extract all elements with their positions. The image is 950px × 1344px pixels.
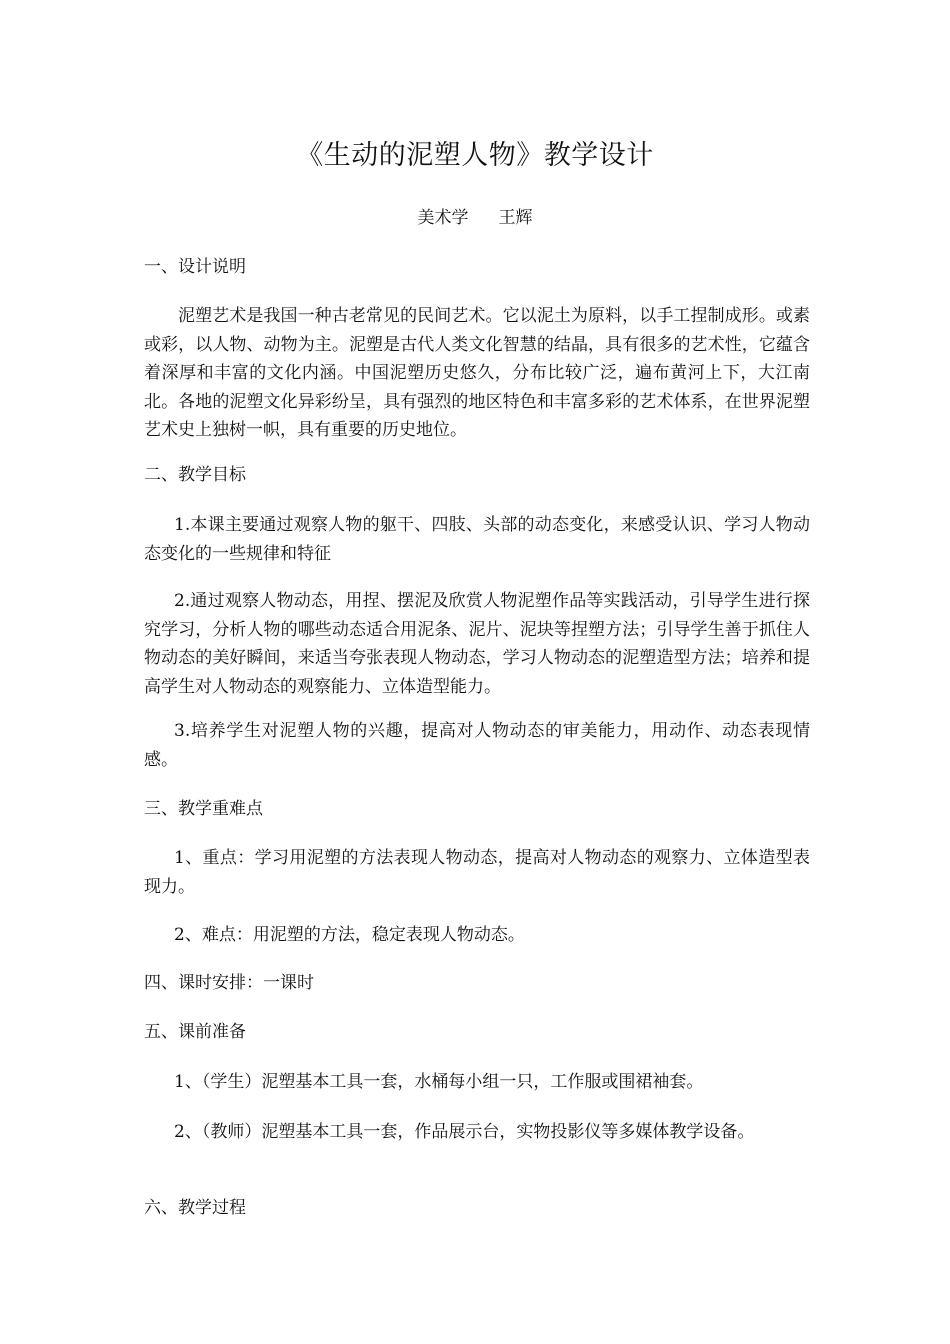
key-point-item-1: 1、重点：学习用泥塑的方法表现人物动态，提高对人物动态的观察力、立体造型表现力。 bbox=[144, 848, 810, 897]
design-notes-paragraph: 泥塑艺术是我国一种古老常见的民间艺术。它以泥土为原料，以手工捏制成形。或素或彩，以人物、动物为主。泥塑是古代人类文化智慧的结晶，具有很多的艺术性，它蕴含着深厚和丰富的文化内涵。中国泥塑历史悠久，分布比较广泛，遍布黄河上下，大江南北。各地的泥塑文化异彩纷呈，具有强烈的地区特色和丰富多彩的艺术体系，在世界泥塑艺术史上独树一帜，具有重要的历史地位。 bbox=[144, 306, 810, 440]
section-heading-key-points: 三、教学重难点 bbox=[144, 799, 263, 819]
section-heading-objectives: 二、教学目标 bbox=[144, 465, 246, 485]
author-line bbox=[0, 204, 950, 232]
author-name: 王辉 bbox=[498, 208, 533, 228]
preparation-item-2: 2、（教师）泥塑基本工具一套，作品展示台，实物投影仪等多媒体教学设备。 bbox=[174, 1122, 755, 1142]
section-heading-design-notes: 一、设计说明 bbox=[144, 257, 246, 277]
preparation-item-1: 1、（学生）泥塑基本工具一套，水桶每小组一只，工作服或围裙袖套。 bbox=[174, 1072, 704, 1092]
objective-item-1: 1.本课主要通过观察人物的躯干、四肢、头部的动态变化，来感受认识、学习人物动态变化的一些规律和特征 bbox=[144, 515, 810, 564]
objective-item-2: 2.通过观察人物动态，用捏、摆泥及欣赏人物泥塑作品等实践活动，引导学生进行探究学习，分析人物的哪些动态适合用泥条、泥片、泥块等捏塑方法；引导学生善于抓住人物动态的美好瞬间，来适当夸张表现人物动态，学习人物动态的泥塑造型方法；培养和提高学生对人物动态的观察能力、立体造型能力。 bbox=[144, 591, 810, 697]
document-title: 《生动的泥塑人物》教学设计 bbox=[296, 140, 654, 171]
section-heading-process: 六、教学过程 bbox=[144, 1198, 246, 1218]
key-point-item-2: 2、难点：用泥塑的方法，稳定表现人物动态。 bbox=[174, 925, 525, 945]
section-heading-preparation: 五、课前准备 bbox=[144, 1022, 246, 1042]
objective-item-3: 3.培养学生对泥塑人物的兴趣，提高对人物动态的审美能力，用动作、动态表现情感。 bbox=[144, 721, 810, 770]
section-heading-schedule: 四、课时安排：一课时 bbox=[144, 973, 314, 993]
author-subject: 美术学 bbox=[417, 208, 469, 228]
